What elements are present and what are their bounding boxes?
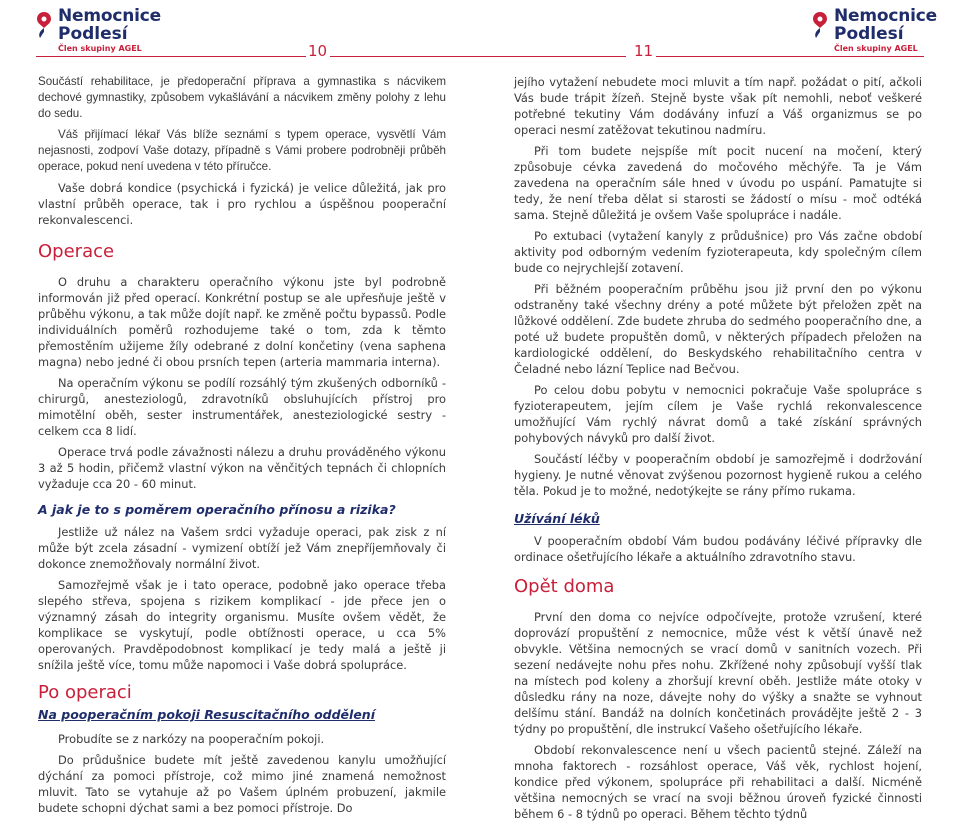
logo-name-line2: Podlesí — [58, 24, 128, 44]
paragraph: Součástí léčby v pooperačním období je samozřejmě i dodržování hygieny. Je nutné věnovat zvýšenou pozornost hygieně rukou a celého těla. Pokud je to možné, nedotýkejte se rány přímo rukama. — [514, 452, 922, 498]
logo-name-line2: Podlesí — [834, 24, 904, 44]
page-number-left: 10 — [308, 42, 328, 60]
header-rule-center — [330, 56, 626, 57]
paragraph: Váš přijímací lékař Vás blíže seznámí s typem operace, vysvětlí Vám nejasnosti, zodpoví Vaše dotazy, případně s Vámi probere podrobněji průběh operace, pokud není uvedena v této příručce. — [38, 128, 446, 173]
section-heading-operace: Operace — [38, 241, 115, 262]
paragraph: Probudíte se z narkózy na pooperačním pokoji. — [58, 732, 325, 746]
paragraph: jejího vytažení nebudete moci mluvit a tím např. požádat o pití, ačkoli Vás bude trápit žízeň. Stejně byste však pít nemohli, neboť veškeré potřebné tekutiny Vám dodávány infuzí a Váš organizmus se po operaci nesmí zatěžovat tekutinou nadmíru. — [514, 75, 922, 137]
header-rule-left — [36, 56, 306, 57]
hospital-logo-right — [810, 8, 937, 53]
hospital-logo-left — [34, 8, 161, 53]
paragraph: Období rekonvalescence není u všech pacientů stejné. Záleží na mnoha faktorech - rozsáhlost operace, Váš věk, rychlost hojení, kondice před výkonem, spolupráce při rehabilitaci a další. Nicméně většina nemocných se vrací na svoji běžnou úroveň fyzické činnosti během 6 - 8 týdnů po operaci. Během těchto týdnů — [514, 743, 922, 821]
subheading-risk: A jak je to s poměrem operačního přínosu a rizika? — [38, 502, 396, 517]
heart-logo-icon — [810, 10, 830, 40]
subheading-medication: Užívání léků — [514, 511, 600, 526]
paragraph: O druhu a charakteru operačního výkonu jste byl podrobně informován již před operací. Konkrétní postup se ale upřesňuje ještě v průběhu výkonu, a tak může dojít např. ke změně počtu bypassů. Podle individuálních poměrů rozhodujeme také o tom, zda k těmto přemostěním užijeme žíly odebrané z dolní končetiny (vena saphena magna) nebo jedné či obou prsních tepen (arteria mammaria interna). — [38, 275, 446, 369]
paragraph: Samozřejmě však je i tato operace, podobně jako operace třeba slepého střeva, spojena s rizikem komplikací - jde přece jen o významný zásah do integrity organismu. Musíte ovšem vědět, že komplikace se vyskytují, podle obtížnosti operace, u cca 5% operovaných. Pravděpodobnost komplikací je tedy malá a ještě ji snížila ještě více, tomu může napomoci i Vaše dobrá spolupráce. — [38, 578, 446, 672]
paragraph: Při běžném pooperačním průběhu jsou již první den po výkonu odstraněny také všechny drény a poté můžete být přeložen zpět na lůžkové oddělení. Zde budete zhruba do sedmého pooperačního dne, a poté už budete propuštěn domů, v některých případech přeložen na kardiologické oddělení, do Beskydského rehabilitačního centra v Čeladné nebo lázní Teplice nad Bečvou. — [514, 282, 922, 376]
paragraph: Do průdušnice budete mít ještě zavedenou kanylu umožňující dýchání za pomoci přístroje, což mimo jiné znamená nemožnost mluvit. Tato se vytahuje až po Vašem úplném probuzení, jakmile budete schopni dýchat sami a bez pomoci přístroje. Do — [38, 753, 446, 815]
logo-subtitle: Člen skupiny AGEL — [834, 44, 918, 53]
paragraph: Vaše dobrá kondice (psychická i fyzická) je velice důležitá, jak pro vlastní průběh operace, tak i pro rychlou a úspěšnou pooperační rekonvalescenci. — [38, 181, 446, 227]
paragraph: Operace trvá podle závažnosti nálezu a druhu prováděného výkonu 3 až 5 hodin, přičemž vlastní výkon na věnčitých tepnách či chlopních vyžaduje cca 20 - 60 minut. — [38, 445, 446, 491]
paragraph: Na operačním výkonu se podílí rozsáhlý tým zkušených odborníků - chirurgů, anesteziologů, zdravotníků obsluhujících přístroj pro mimotělní oběh, sester instrumentářek, anesteziologické sestry - celkem cca 8 lidí. — [38, 376, 446, 438]
page-right-column — [514, 74, 922, 827]
paragraph: První den doma co nejvíce odpočívejte, protože vzrušení, které doprovází propuštění z nemocnice, může vést k větší únavě než obvykle. Většina nemocných se vrací domů v sanitních vozech. Při sezení nedávejte nohu přes nohu. Zkřížené nohy způsobují vyšší tlak na místech pod koleny a zhoršují krevní oběh. Jestliže máte otoky v důsledku rány na noze, dávejte nohy do výšky a snažte se vyhnout delšímu stání. Bandáž na dolních končetinách provádějte ještě 2 - 3 týdny po propuštění, dle instrukcí Vašeho ošetřujícího lékaře. — [514, 610, 922, 736]
section-heading-doma: Opět doma — [514, 576, 615, 597]
section-heading-po-operaci: Po operaci — [38, 682, 132, 703]
logo-name-line1: Nemocnice — [58, 6, 161, 26]
logo-name-line1: Nemocnice — [834, 6, 937, 26]
paragraph: Jestliže už nález na Vašem srdci vyžaduje operaci, pak zisk z ní může být zcela zásadní - vymizení obtíží jež Vám znepříjemňovaly či dokonce znemožňovaly normální život. — [38, 525, 446, 571]
paragraph: V pooperačním období Vám budou podávány léčivé přípravky dle ordinace ošetřujícího lékaře a aktuálního zdravotního stavu. — [514, 534, 922, 564]
page-left-column — [38, 74, 446, 821]
logo-subtitle: Člen skupiny AGEL — [58, 44, 142, 53]
subheading-recovery-room: Na pooperačním pokoji Resuscitačního oddělení — [38, 707, 375, 722]
page-number-right: 11 — [634, 42, 654, 60]
paragraph: Po extubaci (vytažení kanyly z průdušnice) pro Vás začne období aktivity pod odborným vedením fyzioterapeuta, kdy společným cílem bude co nejrychlejší zotavení. — [514, 229, 922, 275]
heart-logo-icon — [34, 10, 54, 40]
paragraph: Při tom budete nejspíše mít pocit nucení na močení, který způsobuje cévka zavedená do močového měchýře. Ta je Vám zavedena na operačním sále hned v úvodu po uspání. Pamatujte si tedy, že není třeba dělat si starosti se žádostí o mísu - moč odtéká sama. Stejně důležitá je ovšem Vaše spolupráce i nadále. — [514, 144, 922, 222]
paragraph: Součástí rehabilitace, je předoperační příprava a gymnastika s nácvikem dechové gymnastiky, způsobem vykašlávání a nácvikem změny polohy z lehu do sedu. — [38, 75, 446, 120]
paragraph: Po celou dobu pobytu v nemocnici pokračuje Vaše spolupráce s fyzioterapeutem, jejím cílem je Vaše rychlá rekonvalescence umožňující Vám rychlý návrat domů a také získání správných pohybových návyků pro další život. — [514, 383, 922, 445]
header-rule-right — [656, 56, 924, 57]
